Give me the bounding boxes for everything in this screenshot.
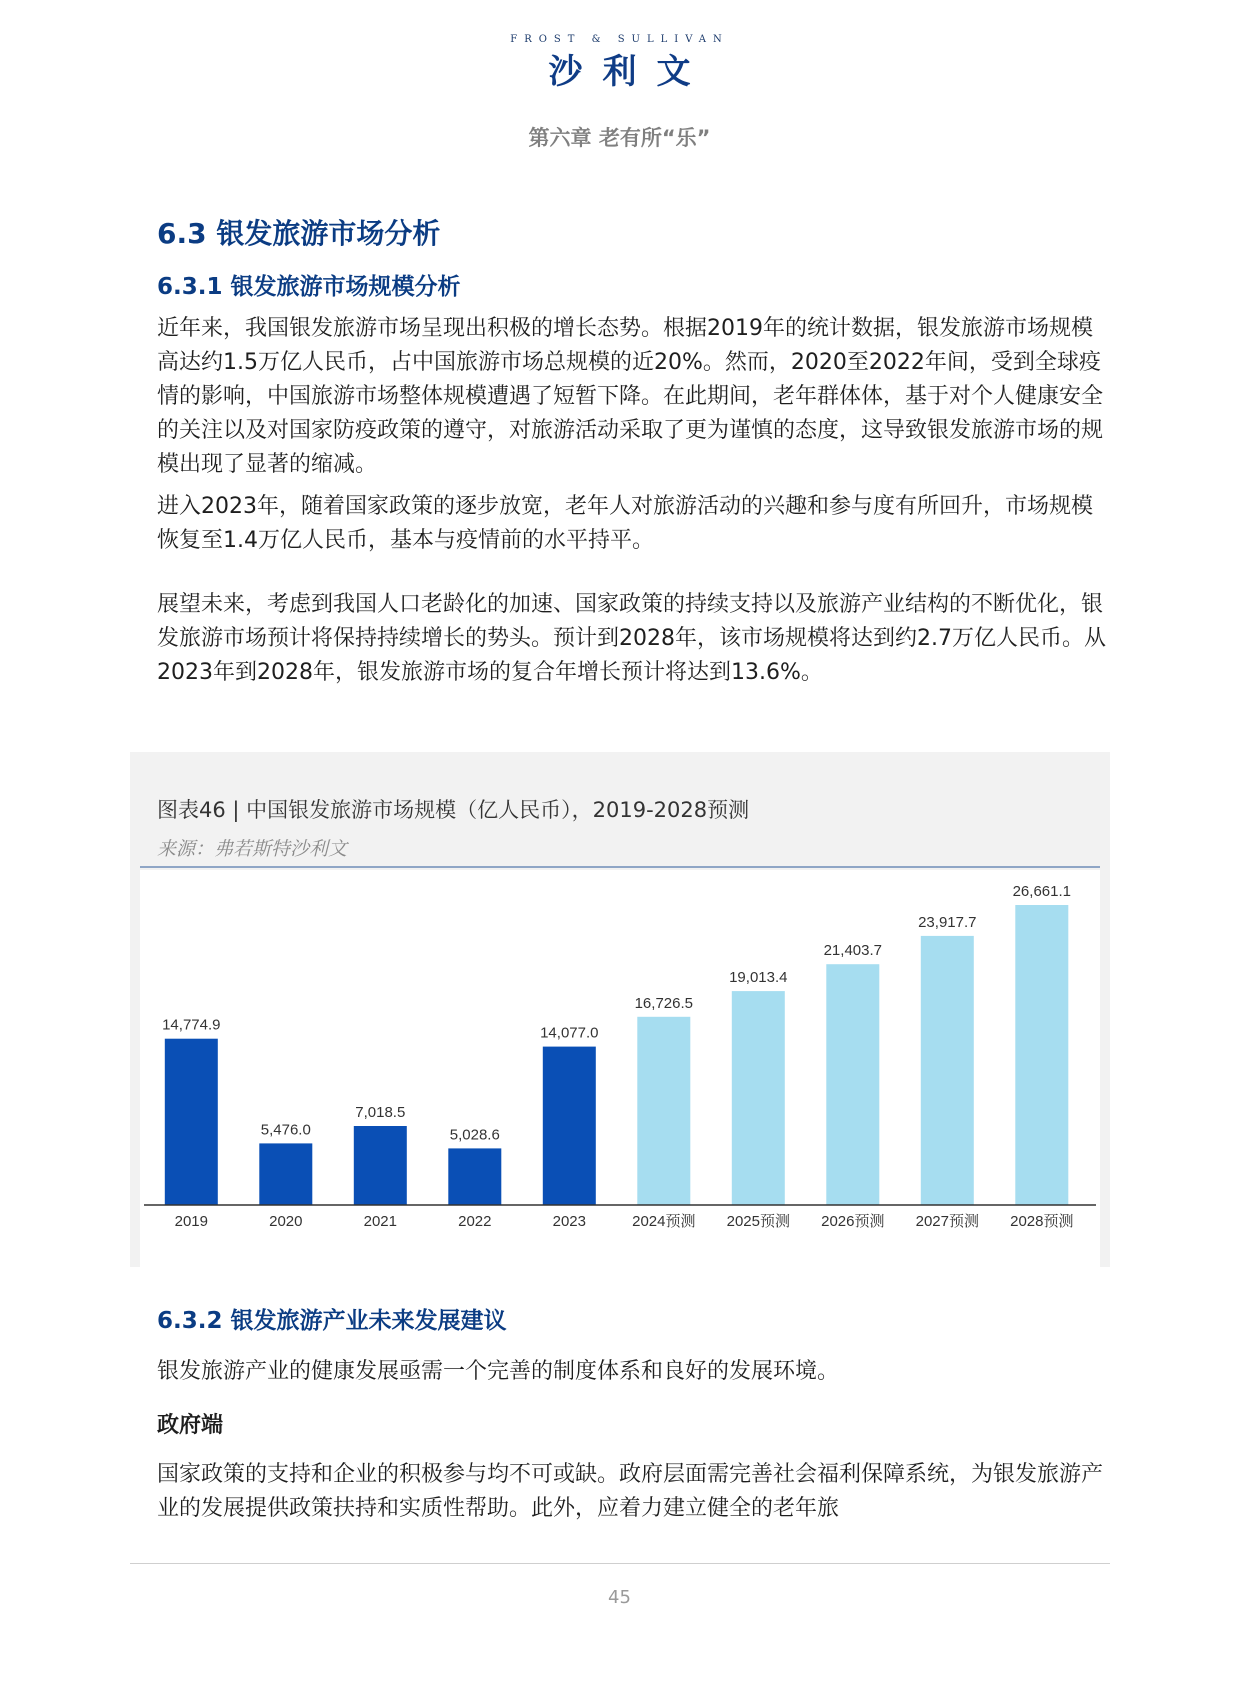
value-label-2022: 5,028.6 (449, 1126, 500, 1144)
x-tick-label-2026预测: 2026预测 (821, 1213, 885, 1230)
value-label-2021: 7,018.5 (355, 1104, 406, 1121)
paragraph-after-chart: 银发旅游产业的健康发展亟需一个完善的制度体系和良好的发展环境。 (157, 1359, 840, 1384)
chart-figure (130, 752, 1110, 1267)
value-label-2026预测: 21,403.7 (823, 942, 882, 960)
x-tick-label-2019: 2019 (174, 1213, 208, 1230)
value-label-2027预测: 23,917.7 (918, 913, 977, 931)
x-tick-label-2020: 2020 (269, 1213, 303, 1230)
value-label-2024预测: 16,726.5 (634, 994, 693, 1012)
bar-2028预测 (1015, 905, 1068, 1205)
subsection-title-1: 6.3.1 银发旅游市场规模分析 (157, 274, 461, 300)
bar-2023 (543, 1047, 596, 1205)
government-paragraph: 国家政策的支持和企业的积极参与均不可或缺。政府层面需完善社会福利保障系统，为银发旅游产业的发展提供政策扶持和实质性帮助。此外，应着力建立健全的老年旅 (157, 1462, 1104, 1521)
chart-source: 来源：弗若斯特沙利文 (157, 838, 348, 860)
x-tick-label-2022: 2022 (458, 1213, 492, 1230)
x-tick-label-2024预测: 2024预测 (632, 1213, 696, 1230)
x-tick-label-2027预测: 2027预测 (915, 1213, 979, 1230)
page-number: 45 (608, 1587, 631, 1608)
chart-title-rule (140, 866, 1100, 868)
x-tick-label-2025预测: 2025预测 (726, 1213, 790, 1230)
bar-2020 (259, 1143, 312, 1205)
paragraph-3: 展望未来，考虑到我国人口老龄化的加速、国家政策的持续支持以及旅游产业结构的不断优化，银发旅游市场预计将保持持续增长的势头。预计到2028年，该市场规模将达到约2.7万亿人民币。从2023年到2028年，银发旅游市场的复合年增长预计将达到13.6%。 (157, 592, 1106, 685)
bar-2025预测 (732, 991, 785, 1205)
value-label-2025预测: 19,013.4 (729, 969, 788, 987)
x-tick-label-2028预测: 2028预测 (1010, 1213, 1074, 1230)
chart-title: 图表46 | 中国银发旅游市场规模（亿人民币），2019-2028预测 (157, 798, 750, 822)
value-label-2020: 5,476.0 (260, 1121, 311, 1139)
value-label-2019: 14,774.9 (162, 1016, 221, 1034)
logo-chinese: 沙利文 (548, 52, 711, 92)
bar-2021 (354, 1126, 407, 1205)
chart-plot-area (140, 870, 1100, 1267)
x-tick-label-2023: 2023 (552, 1213, 586, 1230)
bar-2024预测 (637, 1017, 690, 1205)
bar-2019 (165, 1039, 218, 1205)
paragraph-1: 近年来，我国银发旅游市场呈现出积极的增长态势。根据2019年的统计数据，银发旅游市场规模高达约1.5万亿人民币，占中国旅游市场总规模的近20%。然而，2020至2022年间，受到全球疫情的影响，中国旅游市场整体规模遭遇了短暂下降。在此期间，老年群体体，基于对个人健康安全的关注以及对国家防疫政策的遵守，对旅游活动采取了更为谨慎的态度，这导致银发旅游市场的规模出现了显著的缩减。 (157, 316, 1104, 477)
chapter-header: 第六章 老有所“乐” (528, 126, 711, 150)
bar-2027预测 (921, 936, 974, 1205)
logo-english: FROST & SULLIVAN (510, 34, 729, 45)
value-label-2023: 14,077.0 (540, 1024, 599, 1042)
government-heading: 政府端 (157, 1413, 224, 1438)
paragraph-2: 进入2023年，随着国家政策的逐步放宽，老年人对旅游活动的兴趣和参与度有所回升，市场规模恢复至1.4万亿人民币，基本与疫情前的水平持平。 (157, 494, 1093, 553)
value-label-2028预测: 26,661.1 (1012, 883, 1071, 900)
bar-2022 (448, 1148, 501, 1205)
bar-2026预测 (826, 964, 879, 1205)
x-tick-label-2021: 2021 (363, 1213, 397, 1230)
subsection-title-2: 6.3.2 银发旅游产业未来发展建议 (157, 1308, 507, 1334)
bar-chart (140, 870, 1100, 1267)
footer-rule (130, 1563, 1110, 1564)
section-title: 6.3 银发旅游市场分析 (157, 217, 441, 250)
